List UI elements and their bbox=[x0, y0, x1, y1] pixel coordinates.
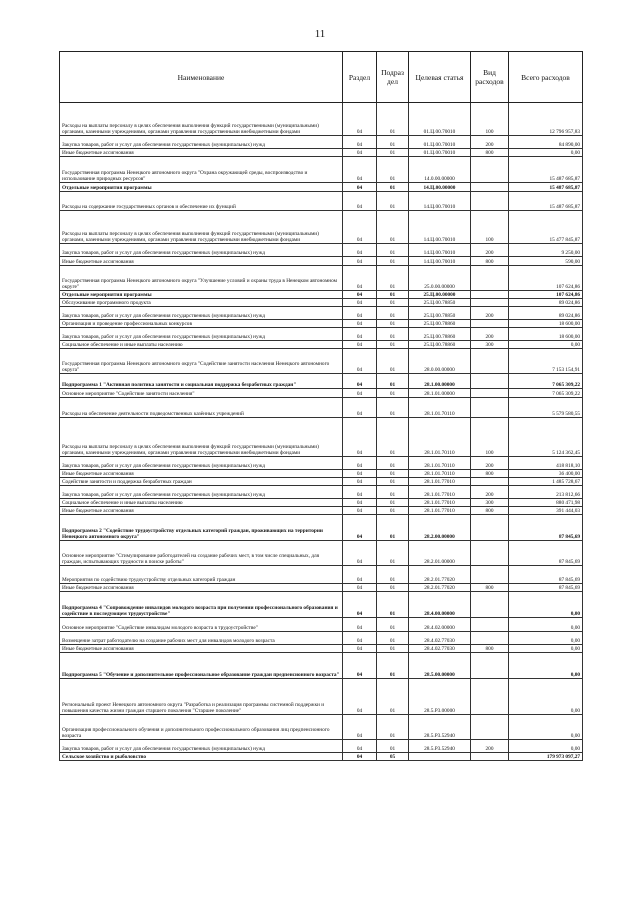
row-subsection: 01 bbox=[377, 103, 409, 136]
row-name: Иные бюджетные ассигнования bbox=[60, 507, 343, 515]
table-row bbox=[60, 157, 583, 183]
row-section: 04 bbox=[343, 374, 377, 389]
row-subsection: 01 bbox=[377, 645, 409, 653]
row-target: 28.1.01.70110 bbox=[409, 470, 471, 478]
row-name: Государственная программа Ненецкого автономного округа "Улучшение условий и охраны труда в Ненецком автономном округе" bbox=[60, 266, 343, 291]
row-target: 28.5.P3.52940 bbox=[409, 740, 471, 753]
row-subsection: 01 bbox=[377, 374, 409, 389]
row-kind bbox=[471, 515, 509, 541]
row-kind bbox=[471, 653, 509, 679]
row-name: Организация и проведение профессиональных конкурсов bbox=[60, 320, 343, 328]
row-total: 87 845,69 bbox=[509, 541, 583, 566]
row-total: 18 600,00 bbox=[509, 328, 583, 341]
row-section: 04 bbox=[343, 211, 377, 244]
table-row bbox=[60, 592, 583, 618]
row-kind bbox=[471, 753, 509, 761]
row-kind: 200 bbox=[471, 328, 509, 341]
row-target: 28.4.00.00000 bbox=[409, 592, 471, 618]
row-total: 590,00 bbox=[509, 257, 583, 266]
row-target: 14.Ц.00.70010 bbox=[409, 257, 471, 266]
table-row bbox=[60, 486, 583, 499]
row-kind bbox=[471, 618, 509, 632]
row-total: 5 124 362,45 bbox=[509, 418, 583, 457]
row-target: 28.1.01.70110 bbox=[409, 398, 471, 418]
row-kind: 200 bbox=[471, 136, 509, 149]
row-subsection: 01 bbox=[377, 320, 409, 328]
page-number: 11 bbox=[314, 28, 326, 40]
row-subsection: 01 bbox=[377, 257, 409, 266]
row-section: 04 bbox=[343, 307, 377, 320]
row-kind bbox=[471, 632, 509, 645]
table-row bbox=[60, 211, 583, 244]
row-target: 28.1.01.77010 bbox=[409, 486, 471, 499]
row-section: 04 bbox=[343, 679, 377, 715]
row-section: 04 bbox=[343, 183, 377, 192]
row-section: 04 bbox=[343, 320, 377, 328]
row-name: Обслуживание программного продукта bbox=[60, 299, 343, 307]
row-target: 28.1.01.70110 bbox=[409, 418, 471, 457]
row-kind: 100 bbox=[471, 418, 509, 457]
table-row bbox=[60, 632, 583, 645]
row-name: Закупка товаров, работ и услуг для обеспечения государственных (муниципальных) нужд bbox=[60, 457, 343, 470]
row-kind: 300 bbox=[471, 341, 509, 349]
table-row bbox=[60, 266, 583, 291]
row-kind: 800 bbox=[471, 149, 509, 157]
row-total: 89 024,86 bbox=[509, 299, 583, 307]
table-row bbox=[60, 328, 583, 341]
header-subsection: Подраз дел bbox=[377, 52, 409, 103]
table-row bbox=[60, 457, 583, 470]
row-name: Содействие занятости и поддержка безработных граждан bbox=[60, 478, 343, 486]
table-row bbox=[60, 389, 583, 398]
row-name: Закупка товаров, работ и услуг для обеспечения государственных (муниципальных) нужд bbox=[60, 486, 343, 499]
row-total: 18 600,00 bbox=[509, 320, 583, 328]
row-kind: 300 bbox=[471, 499, 509, 507]
row-name: Иные бюджетные ассигнования bbox=[60, 470, 343, 478]
row-section: 04 bbox=[343, 470, 377, 478]
row-total: 0,00 bbox=[509, 618, 583, 632]
table-row bbox=[60, 192, 583, 211]
row-target: 28.1.01.70110 bbox=[409, 457, 471, 470]
row-name: Подпрограмма 5 "Обучение и дополнительное профессиональное образование граждан предпенсионного возраста" bbox=[60, 653, 343, 679]
table-row bbox=[60, 753, 583, 761]
row-section: 04 bbox=[343, 507, 377, 515]
row-section: 04 bbox=[343, 136, 377, 149]
row-section: 04 bbox=[343, 618, 377, 632]
row-target: 14.Ц.00.70010 bbox=[409, 244, 471, 257]
table-row bbox=[60, 507, 583, 515]
row-subsection: 01 bbox=[377, 183, 409, 192]
row-kind: 100 bbox=[471, 211, 509, 244]
table-body bbox=[60, 103, 583, 761]
row-subsection: 01 bbox=[377, 291, 409, 299]
row-target: 25.Ц.00.00000 bbox=[409, 291, 471, 299]
row-total: 1 485 728,67 bbox=[509, 478, 583, 486]
budget-table bbox=[59, 51, 583, 761]
row-section: 04 bbox=[343, 418, 377, 457]
row-target: 28.5.00.00000 bbox=[409, 653, 471, 679]
table-row bbox=[60, 183, 583, 192]
table-row bbox=[60, 103, 583, 136]
row-subsection: 01 bbox=[377, 507, 409, 515]
row-subsection: 01 bbox=[377, 515, 409, 541]
row-kind bbox=[471, 592, 509, 618]
table-row bbox=[60, 299, 583, 307]
row-section: 04 bbox=[343, 645, 377, 653]
row-section: 04 bbox=[343, 499, 377, 507]
row-target: 25.Ц.00.78850 bbox=[409, 307, 471, 320]
row-total: 15 487 685,87 bbox=[509, 183, 583, 192]
row-total: 15 477 845,87 bbox=[509, 211, 583, 244]
table-row bbox=[60, 541, 583, 566]
row-target: 25.Ц.00.78850 bbox=[409, 299, 471, 307]
table-row bbox=[60, 341, 583, 349]
row-section: 04 bbox=[343, 584, 377, 592]
row-kind bbox=[471, 266, 509, 291]
row-subsection: 01 bbox=[377, 541, 409, 566]
row-name: Отдельные мероприятия программы bbox=[60, 291, 343, 299]
row-subsection: 01 bbox=[377, 389, 409, 398]
row-section: 04 bbox=[343, 257, 377, 266]
row-section: 04 bbox=[343, 486, 377, 499]
row-target: 28.4.02.77030 bbox=[409, 632, 471, 645]
row-subsection: 01 bbox=[377, 566, 409, 584]
row-total: 15 487 685,87 bbox=[509, 157, 583, 183]
table-row bbox=[60, 291, 583, 299]
row-total: 84 890,00 bbox=[509, 136, 583, 149]
row-total: 213 812,66 bbox=[509, 486, 583, 499]
row-total: 0,00 bbox=[509, 592, 583, 618]
table-row bbox=[60, 374, 583, 389]
row-target: 28.2.00.00000 bbox=[409, 515, 471, 541]
row-total: 0,00 bbox=[509, 632, 583, 645]
row-name: Расходы на обеспечение деятельности подведомственных казённых учреждений bbox=[60, 398, 343, 418]
row-kind bbox=[471, 389, 509, 398]
row-subsection: 01 bbox=[377, 349, 409, 374]
header-section: Раздел bbox=[343, 52, 377, 103]
row-section: 04 bbox=[343, 341, 377, 349]
row-total: 0,00 bbox=[509, 645, 583, 653]
row-kind bbox=[471, 398, 509, 418]
table-row bbox=[60, 398, 583, 418]
row-subsection: 01 bbox=[377, 499, 409, 507]
row-section: 04 bbox=[343, 632, 377, 645]
row-total: 89 024,86 bbox=[509, 307, 583, 320]
row-total: 87 845,69 bbox=[509, 515, 583, 541]
row-total: 7 065 309,22 bbox=[509, 389, 583, 398]
row-target: 01.Ц.00.70010 bbox=[409, 103, 471, 136]
row-target: 01.Ц.00.70010 bbox=[409, 149, 471, 157]
table-row bbox=[60, 618, 583, 632]
row-total: 0,00 bbox=[509, 149, 583, 157]
row-total: 5 579 580,55 bbox=[509, 398, 583, 418]
row-name: Основное мероприятие "Содействие инвалидам молодого возраста в трудоустройстве" bbox=[60, 618, 343, 632]
row-target: 28.2.01.00000 bbox=[409, 541, 471, 566]
row-subsection: 01 bbox=[377, 418, 409, 457]
row-subsection: 01 bbox=[377, 136, 409, 149]
row-name: Расходы на содержание государственных органов и обеспечение их функций bbox=[60, 192, 343, 211]
row-subsection: 01 bbox=[377, 157, 409, 183]
row-kind: 800 bbox=[471, 507, 509, 515]
row-subsection: 01 bbox=[377, 266, 409, 291]
row-total: 9 250,00 bbox=[509, 244, 583, 257]
row-section: 04 bbox=[343, 541, 377, 566]
row-kind bbox=[471, 541, 509, 566]
row-section: 04 bbox=[343, 515, 377, 541]
row-section: 04 bbox=[343, 157, 377, 183]
row-target: 01.Ц.00.70010 bbox=[409, 136, 471, 149]
table-row bbox=[60, 320, 583, 328]
row-total: 107 624,86 bbox=[509, 291, 583, 299]
header-total: Всего расходов bbox=[509, 52, 583, 103]
row-total: 0,00 bbox=[509, 341, 583, 349]
table-row bbox=[60, 149, 583, 157]
row-name: Иные бюджетные ассигнования bbox=[60, 149, 343, 157]
row-target: 14.Ц.00.70010 bbox=[409, 211, 471, 244]
row-target: 14.0.00.00000 bbox=[409, 157, 471, 183]
row-target: 28.5.P3.52940 bbox=[409, 715, 471, 740]
row-section: 04 bbox=[343, 299, 377, 307]
row-total: 179 973 097,27 bbox=[509, 753, 583, 761]
row-name: Расходы на выплаты персоналу в целях обеспечения выполнения функций государственными (муниципальными) органами, казенными учреждениями, органами управления государственными внебюджетными фондами bbox=[60, 103, 343, 136]
row-subsection: 01 bbox=[377, 307, 409, 320]
row-section: 04 bbox=[343, 753, 377, 761]
table-row bbox=[60, 584, 583, 592]
row-name: Закупка товаров, работ и услуг для обеспечения государственных (муниципальных) нужд bbox=[60, 740, 343, 753]
row-name: Расходы на выплаты персоналу в целях обеспечения выполнения функций государственными (муниципальными) органами, казенными учреждениями, органами управления государственными внебюджетными фондами bbox=[60, 211, 343, 244]
row-section: 04 bbox=[343, 592, 377, 618]
row-target: 28.2.01.77020 bbox=[409, 584, 471, 592]
row-total: 87 845,69 bbox=[509, 566, 583, 584]
row-name: Закупка товаров, работ и услуг для обеспечения государственных (муниципальных) нужд bbox=[60, 244, 343, 257]
row-target: 28.1.01.77010 bbox=[409, 507, 471, 515]
row-subsection: 01 bbox=[377, 486, 409, 499]
row-subsection: 01 bbox=[377, 653, 409, 679]
row-name: Закупка товаров, работ и услуг для обеспечения государственных (муниципальных) нужд bbox=[60, 328, 343, 341]
row-target: 28.5.P3.00000 bbox=[409, 679, 471, 715]
row-name: Иные бюджетные ассигнования bbox=[60, 584, 343, 592]
row-subsection: 01 bbox=[377, 149, 409, 157]
table-row bbox=[60, 257, 583, 266]
header-kind: Вид расходов bbox=[471, 52, 509, 103]
row-target: 14.Ц.00.70010 bbox=[409, 192, 471, 211]
row-kind bbox=[471, 478, 509, 486]
row-total: 418 818,10 bbox=[509, 457, 583, 470]
row-total: 0,00 bbox=[509, 679, 583, 715]
row-kind bbox=[471, 715, 509, 740]
table-row bbox=[60, 715, 583, 740]
row-total: 7 065 309,22 bbox=[509, 374, 583, 389]
row-subsection: 01 bbox=[377, 618, 409, 632]
row-kind: 800 bbox=[471, 470, 509, 478]
row-target: 25.Ц.00.78860 bbox=[409, 320, 471, 328]
row-section: 04 bbox=[343, 349, 377, 374]
row-name: Сельское хозяйство и рыболовство bbox=[60, 753, 343, 761]
row-section: 04 bbox=[343, 653, 377, 679]
table-row bbox=[60, 470, 583, 478]
row-target: 14.Ц.00.00000 bbox=[409, 183, 471, 192]
row-kind: 800 bbox=[471, 645, 509, 653]
row-subsection: 01 bbox=[377, 740, 409, 753]
row-section: 04 bbox=[343, 566, 377, 584]
row-kind bbox=[471, 566, 509, 584]
table-row bbox=[60, 679, 583, 715]
row-name: Организация профессионального обучения и дополнительного профессионального образования лиц предпенсионного возраста bbox=[60, 715, 343, 740]
row-total: 87 845,69 bbox=[509, 584, 583, 592]
table-row bbox=[60, 244, 583, 257]
header-name: Наименование bbox=[60, 52, 343, 103]
row-kind: 200 bbox=[471, 244, 509, 257]
table-row bbox=[60, 136, 583, 149]
row-subsection: 01 bbox=[377, 192, 409, 211]
row-name: Основное мероприятие "Стимулирование работодателей на создание рабочих мест, в том числе специальных, для граждан, испытывающих трудности в поиске работы" bbox=[60, 541, 343, 566]
row-section: 04 bbox=[343, 291, 377, 299]
row-name: Подпрограмма 4 "Сопровождение инвалидов молодого возраста при получении профессионального образования и содействие в последующем трудоустройстве" bbox=[60, 592, 343, 618]
row-subsection: 01 bbox=[377, 211, 409, 244]
row-total: 880 471,98 bbox=[509, 499, 583, 507]
row-kind: 200 bbox=[471, 740, 509, 753]
row-subsection: 01 bbox=[377, 715, 409, 740]
row-subsection: 01 bbox=[377, 328, 409, 341]
row-name: Мероприятия по содействию трудоустройству отдельных категорий граждан bbox=[60, 566, 343, 584]
row-name: Основное мероприятие "Содействие занятости населения" bbox=[60, 389, 343, 398]
row-total: 0,00 bbox=[509, 715, 583, 740]
table-row bbox=[60, 740, 583, 753]
row-subsection: 01 bbox=[377, 584, 409, 592]
row-target: 28.4.02.00000 bbox=[409, 618, 471, 632]
row-total: 0,00 bbox=[509, 653, 583, 679]
row-name: Государственная программа Ненецкого автономного округа "Охрана окружающей среды, воспроизводство и использование природных ресурсов" bbox=[60, 157, 343, 183]
row-target bbox=[409, 753, 471, 761]
row-subsection: 01 bbox=[377, 470, 409, 478]
row-subsection: 01 bbox=[377, 592, 409, 618]
row-section: 04 bbox=[343, 389, 377, 398]
row-section: 04 bbox=[343, 244, 377, 257]
row-name: Закупка товаров, работ и услуг для обеспечения государственных (муниципальных) нужд bbox=[60, 307, 343, 320]
table-row bbox=[60, 499, 583, 507]
row-subsection: 01 bbox=[377, 244, 409, 257]
row-total: 36 400,00 bbox=[509, 470, 583, 478]
table-row bbox=[60, 418, 583, 457]
table-row bbox=[60, 515, 583, 541]
row-name: Подпрограмма 1 "Активная политика занятости и социальная поддержка безработных граждан" bbox=[60, 374, 343, 389]
row-section: 04 bbox=[343, 149, 377, 157]
row-kind bbox=[471, 349, 509, 374]
row-target: 28.4.02.77030 bbox=[409, 645, 471, 653]
row-section: 04 bbox=[343, 478, 377, 486]
row-name: Закупка товаров, работ и услуг для обеспечения государственных (муниципальных) нужд bbox=[60, 136, 343, 149]
row-section: 04 bbox=[343, 457, 377, 470]
row-target: 28.1.00.00000 bbox=[409, 374, 471, 389]
table-row bbox=[60, 478, 583, 486]
row-section: 04 bbox=[343, 715, 377, 740]
row-section: 04 bbox=[343, 740, 377, 753]
row-name: Расходы на выплаты персоналу в целях обеспечения выполнения функций государственными (муниципальными) органами, казенными учреждениями, органами управления государственными внебюджетными фондами bbox=[60, 418, 343, 457]
row-target: 28.0.00.00000 bbox=[409, 349, 471, 374]
row-section: 04 bbox=[343, 103, 377, 136]
row-subsection: 01 bbox=[377, 299, 409, 307]
row-total: 7 153 154,91 bbox=[509, 349, 583, 374]
row-total: 107 624,86 bbox=[509, 266, 583, 291]
row-section: 04 bbox=[343, 328, 377, 341]
row-kind bbox=[471, 374, 509, 389]
row-target: 28.2.01.77020 bbox=[409, 566, 471, 584]
row-target: 28.1.01.77010 bbox=[409, 478, 471, 486]
row-kind bbox=[471, 299, 509, 307]
row-kind bbox=[471, 157, 509, 183]
row-subsection: 01 bbox=[377, 457, 409, 470]
row-subsection: 05 bbox=[377, 753, 409, 761]
row-target: 28.1.01.77010 bbox=[409, 499, 471, 507]
table-row bbox=[60, 645, 583, 653]
row-name: Подпрограмма 2 "Содействие трудоустройству отдельных категорий граждан, проживающих на территории Ненецкого автономного округа" bbox=[60, 515, 343, 541]
row-kind: 800 bbox=[471, 584, 509, 592]
row-target: 25.Ц.00.78860 bbox=[409, 341, 471, 349]
table-row bbox=[60, 653, 583, 679]
row-subsection: 01 bbox=[377, 398, 409, 418]
row-target: 28.1.01.00000 bbox=[409, 389, 471, 398]
header-target: Целевая статья bbox=[409, 52, 471, 103]
row-name: Социальное обеспечение и иные выплаты населению bbox=[60, 499, 343, 507]
row-total: 12 796 957,83 bbox=[509, 103, 583, 136]
row-name: Региональный проект Ненецкого автономного округа "Разработка и реализация программы системной поддержки и повышения качества жизни граждан старшего поколения "Старшее поколение" bbox=[60, 679, 343, 715]
row-kind: 200 bbox=[471, 486, 509, 499]
row-section: 04 bbox=[343, 398, 377, 418]
row-name: Отдельные мероприятия программы bbox=[60, 183, 343, 192]
table-row bbox=[60, 566, 583, 584]
row-section: 04 bbox=[343, 192, 377, 211]
row-kind bbox=[471, 320, 509, 328]
row-subsection: 01 bbox=[377, 679, 409, 715]
row-target: 25.Ц.00.78860 bbox=[409, 328, 471, 341]
row-name: Социальное обеспечение и иные выплаты населению bbox=[60, 341, 343, 349]
table-header-row bbox=[60, 52, 583, 103]
row-kind: 200 bbox=[471, 457, 509, 470]
row-kind: 800 bbox=[471, 257, 509, 266]
row-name: Иные бюджетные ассигнования bbox=[60, 257, 343, 266]
row-total: 15 487 685,87 bbox=[509, 192, 583, 211]
row-kind: 200 bbox=[471, 307, 509, 320]
table-row bbox=[60, 307, 583, 320]
row-subsection: 01 bbox=[377, 632, 409, 645]
row-section: 04 bbox=[343, 266, 377, 291]
row-subsection: 01 bbox=[377, 341, 409, 349]
row-total: 391 444,03 bbox=[509, 507, 583, 515]
row-name: Государственная программа Ненецкого автономного округа "Содействие занятости населения Ненецкого автономного округа" bbox=[60, 349, 343, 374]
row-kind bbox=[471, 291, 509, 299]
row-kind bbox=[471, 183, 509, 192]
row-subsection: 01 bbox=[377, 478, 409, 486]
row-target: 25.0.00.00000 bbox=[409, 266, 471, 291]
row-kind bbox=[471, 192, 509, 211]
row-total: 0,00 bbox=[509, 740, 583, 753]
row-name: Иные бюджетные ассигнования bbox=[60, 645, 343, 653]
row-kind: 100 bbox=[471, 103, 509, 136]
table-row bbox=[60, 349, 583, 374]
row-kind bbox=[471, 679, 509, 715]
row-name: Возмещение затрат работодателю на создание рабочих мест для инвалидов молодого возраста bbox=[60, 632, 343, 645]
